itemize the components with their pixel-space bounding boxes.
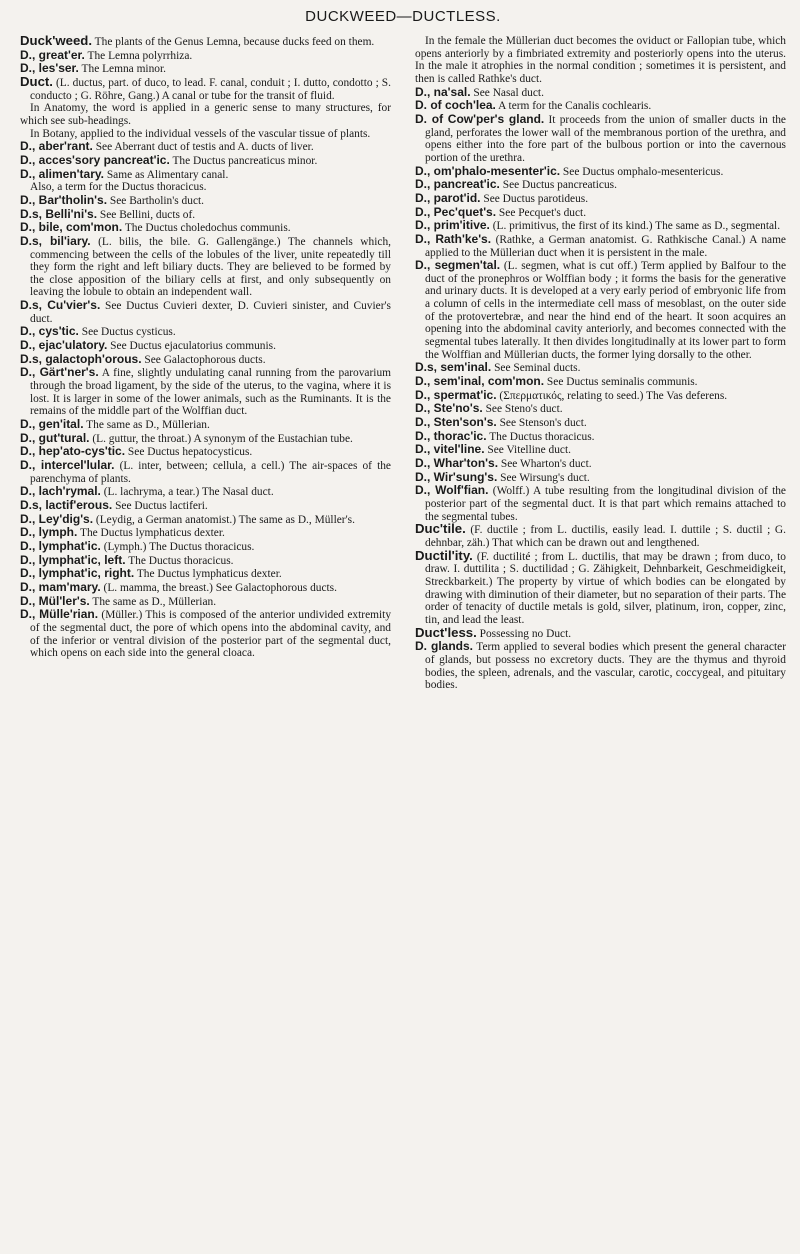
headword: D., les'ser. (20, 61, 79, 76)
definition-text: (L. guttur, the throat.) A synonym of the Eustachian tube. (89, 432, 353, 445)
definition-text: See Ductus omphalo-mesentericus. (560, 165, 724, 178)
dictionary-subentry (415, 192, 786, 206)
dictionary-entry (415, 547, 786, 627)
headword: D.s, bil'iary. (20, 233, 91, 248)
dictionary-subentry (415, 99, 786, 113)
definition-text: The Ductus lymphaticus dexter. (77, 527, 225, 540)
headword: D., bile, com'mon. (20, 220, 123, 235)
headword: D., mam'mary. (20, 579, 101, 594)
definition-text: See Ductus hepatocysticus. (125, 446, 253, 459)
dictionary-subentry (415, 471, 786, 485)
headword: D., Ste'no's. (415, 401, 483, 416)
definition-text: See Seminal ducts. (491, 362, 581, 375)
dictionary-subentry (20, 140, 391, 154)
headword: D. of coch'lea. (415, 98, 496, 113)
headword: D.s, Belli'ni's. (20, 206, 98, 221)
definition-text: See Ductus lactiferi. (112, 499, 208, 512)
dictionary-subentry (20, 62, 391, 76)
headword: D., Gärt'ner's. (20, 365, 99, 380)
dictionary-subentry (415, 206, 786, 220)
headword: D., intercel'lular. (20, 458, 115, 472)
dictionary-subentry (20, 339, 391, 353)
dictionary-subentry (415, 640, 786, 692)
definition-text: The Ductus thoracicus. (486, 430, 595, 443)
headword: D., parot'id. (415, 190, 481, 205)
dictionary-subentry (415, 443, 786, 457)
headword: D., om'phalo-mesenter'ic. (415, 163, 561, 178)
dictionary-subentry (20, 432, 391, 446)
definition-text: The Ductus lymphaticus dexter. (134, 568, 282, 581)
headword: D., sem'inal, com'mon. (415, 374, 545, 389)
dictionary-subentry (415, 484, 786, 523)
dictionary-subentry (20, 235, 391, 299)
dictionary-entry (20, 35, 391, 49)
definition-text: The Ductus pancreaticus minor. (169, 154, 318, 167)
definition-text: (L. bilis, the bile. G. Gallengänge.) The channels which, commencing between the cells of the lobules of the liver, unite repeatedly till they form the right and left biliary ducts. They are believed to be formed by the close apposition of the biliary cells at first, and only subsequently on leaving the lobule to obtain an independent wall. (30, 235, 391, 299)
definition-text: A fine, slightly undulating canal running from the parovarium through the broad ligament, by the side of the uterus, to the vagina, where it is lost. It is larger in some of the lower animals, such as the Ruminants. It is the remains of the middle part of the Wolffian duct. (30, 367, 392, 418)
dictionary-subentry (415, 430, 786, 444)
dictionary-subentry (415, 361, 786, 375)
headword: D.s, sem'inal. (415, 360, 492, 375)
definition-text: See Ductus ejaculatorius communis. (107, 340, 276, 353)
dictionary-subentry (20, 353, 391, 367)
headword: D., spermat'ic. (415, 387, 497, 402)
headword: D., Bar'tholin's. (20, 192, 108, 207)
entry-paragraph (415, 35, 786, 86)
dictionary-subentry (415, 86, 786, 100)
definition-text: See Galactophorous ducts. (141, 353, 266, 366)
headword: D.s, Cu'vier's. (20, 298, 101, 313)
dictionary-subentry (415, 113, 786, 165)
definition-text: See Ductus parotideus. (480, 192, 589, 205)
entry-paragraph (20, 102, 391, 127)
dictionary-entry (415, 523, 786, 549)
headword: D., Ley'dig's. (20, 511, 94, 526)
definition-text: (Rathke, a German anatomist. G. Rathkische Canal.) A name applied to the Müllerian duct when it is persistent in the male. (425, 233, 786, 259)
definition-text: The Lemna minor. (78, 63, 167, 76)
definition-text: The Lemna polyrrhiza. (84, 49, 193, 62)
headword: D., segmen'tal. (415, 258, 501, 273)
headword: Ductil'ity. (415, 547, 473, 563)
definition-text: Term applied to several bodies which present the general character of glands, but possess no excretory ducts. They are the thymus and thyroid bodies, the spleen, adrenals, and the vascular, carotic, coccygeal, and pituitary bodies. (425, 641, 786, 692)
definition-text: See Ductus pancreaticus. (499, 179, 617, 192)
headword: D., Mülle'rian. (20, 607, 99, 622)
definition-text: See Vitelline duct. (484, 444, 571, 457)
definition-text: Same as Alimentary canal. (104, 168, 229, 181)
definition-text: See Ductus cysticus. (78, 326, 176, 339)
dictionary-subentry (20, 49, 391, 63)
definition-text: See Steno's duct. (482, 403, 563, 416)
dictionary-subentry (415, 416, 786, 430)
dictionary-subentry (20, 168, 391, 182)
dictionary-subentry (20, 554, 391, 568)
dictionary-subentry (415, 375, 786, 389)
dictionary-subentry (20, 540, 391, 554)
headword: D., hep'ato-cys'tic. (20, 444, 126, 459)
definition-text: (F. ductile ; from L. ductilis, easily lead. I. duttile ; S. ductil ; G. dehnbar, zäh.) That which can be drawn out and lengthened. (425, 524, 786, 549)
dictionary-subentry (415, 389, 786, 403)
definition-text: (Lymph.) The Ductus thoracicus. (100, 540, 255, 553)
headword: Duc'tile. (415, 521, 466, 537)
headword: D., lymph. (20, 525, 78, 540)
dictionary-subentry (20, 526, 391, 540)
definition-text: (Leydig, a German anatomist.) The same as D., Müller's. (93, 513, 355, 526)
headword: D., Pec'quet's. (415, 204, 497, 219)
definition-text: In Botany, applied to the individual vessels of the vascular tissue of plants. (30, 127, 371, 140)
definition-text: See Pecquet's duct. (496, 206, 587, 219)
headword: D., Sten'son's. (415, 415, 497, 430)
definition-text: The same as D., Müllerian. (83, 419, 210, 432)
definition-text: See Ductus Cuvieri dexter, D. Cuvieri sinister, and Cuvier's duct. (30, 300, 391, 325)
dictionary-subentry (20, 499, 391, 513)
definition-text: See Bellini, ducts of. (97, 208, 196, 221)
headword: D., pancreat'ic. (415, 177, 500, 192)
dictionary-subentry (20, 445, 391, 459)
headword: D., gen'ital. (20, 417, 84, 432)
dictionary-subentry (20, 567, 391, 581)
headword: D., lymphat'ic, left. (20, 552, 126, 567)
definition-text: (L. ductus, part. of duco, to lead. F. canal, conduit ; I. dutto, condotto ; S. conducto ; G. Röhre, Gang.) A canal or tube for the transit of fluid. (30, 76, 391, 102)
headword: D. glands. (415, 639, 473, 654)
dictionary-subentry (20, 325, 391, 339)
headword: Duct. (20, 73, 53, 89)
running-head: DUCKWEED—DUCTLESS. (305, 8, 501, 25)
headword: D. of Cow'per's gland. (415, 111, 545, 126)
definition-text: (Wolff.) A tube resulting from the longitudinal division of the posterior part of the segmental duct. It is that part which remains attached to the segmental tubes. (425, 485, 786, 523)
definition-text: The same as D., Müllerian. (89, 595, 217, 608)
dictionary-subentry (415, 402, 786, 416)
dictionary-entry (415, 624, 786, 641)
dictionary-subentry (20, 154, 391, 168)
definition-text: (L. segmen, what is cut off.) Term applied by Balfour to the duct of the pronephros or Wolffian body ; it forms the basis for the generative and urinary ducts. It is developed at a very early period of embryonic life from a column of cells in the intermediate cell mass of mesoblast, on the outer side of the protovertebræ, and near the hind end of the heart. It soon acquires an opening into the abdominal cavity anteriorly, and becomes connected with the segmental tubes laterally. It then divides longitudinally at its lower part to form the Wolffian and Müllerian ducts, the former lying dorsally to the other. (425, 260, 786, 361)
headword: D., vitel'line. (415, 442, 485, 457)
definition-text: In the female the Müllerian duct becomes the oviduct or Fallopian tube, which opens anteriorly by a fimbriated extremity and posteriorly opens into the uterus. In the male it atrophies in the normal condition ; sometimes it is persistent, and then is called Rathke's duct. (415, 35, 786, 85)
definition-text: See Ductus seminalis communis. (544, 376, 698, 389)
headword: D., gut'tural. (20, 430, 90, 445)
definition-text: The Ductus thoracicus. (125, 554, 234, 567)
headword: D., lymphat'ic, right. (20, 566, 135, 581)
headword: D., ejac'ulatory. (20, 338, 108, 353)
definition-text: In Anatomy, the word is applied in a generic sense to many structures, for which see sub-headings. (20, 102, 391, 127)
definition-text: See Stenson's duct. (496, 417, 587, 430)
definition-text: (Σπερματικός, relating to seed.) The Vas deferens. (496, 389, 728, 402)
headword: D.s, lactif'erous. (20, 497, 113, 512)
headword: D., cys'tic. (20, 324, 79, 339)
columns (20, 35, 786, 692)
dictionary-subentry (415, 259, 786, 361)
headword: D., Mül'ler's. (20, 593, 90, 608)
definition-text: (L. mamma, the breast.) See Galactophorous ducts. (100, 581, 337, 594)
dictionary-subentry (415, 165, 786, 179)
definition-text: See Aberrant duct of testis and A. ducts of liver. (92, 141, 314, 154)
headword: D., lymphat'ic. (20, 538, 101, 553)
dictionary-subentry (20, 208, 391, 222)
dictionary-subentry (415, 178, 786, 192)
headword: D., aber'rant. (20, 139, 93, 154)
right-column (415, 35, 786, 692)
definition-text: See Bartholin's duct. (107, 194, 205, 207)
definition-text: Also, a term for the Ductus thoracicus. (30, 181, 207, 194)
definition-text: A term for the Canalis cochlearis. (495, 100, 652, 113)
dictionary-subentry (415, 457, 786, 471)
definition-text: It proceeds from the union of smaller ducts in the gland, perforates the lower wall of the membranous portion of the urethra, and opens either into the fore part of the bulbous portion or into the cavernous portion of the urethra. (425, 113, 786, 164)
headword: D., Rath'ke's. (415, 231, 492, 246)
dictionary-subentry (20, 608, 391, 660)
definition-text: (L. primitivus, the first of its kind.) The same as D., segmental. (489, 220, 781, 233)
dictionary-subentry (20, 299, 391, 325)
headword: Duck'weed. (20, 33, 93, 48)
dictionary-subentry (20, 595, 391, 609)
headword: D., na'sal. (415, 84, 471, 99)
dictionary-subentry (415, 219, 786, 233)
dictionary-subentry (20, 194, 391, 208)
headword: D., acces'sory pancreat'ic. (20, 152, 170, 167)
definition-text: The Ductus choledochus communis. (122, 222, 291, 235)
left-column (20, 35, 391, 692)
dictionary-entry (20, 73, 391, 102)
definition-text: (Müller.) This is composed of the anterior undivided extremity of the segmental duct, the pore of which opens into the abdominal cavity, and of the inferior or ventral division of the posterior part of the segmental duct, which opens on each side into the general cloaca. (30, 609, 392, 660)
dictionary-subentry (415, 233, 786, 259)
definition-text: See Wirsung's duct. (497, 471, 590, 484)
definition-text: The plants of the Genus Lemna, because ducks feed on them. (92, 36, 375, 48)
definition-text: See Wharton's duct. (498, 458, 592, 470)
headword: D., thorac'ic. (415, 428, 487, 443)
dictionary-subentry (20, 221, 391, 235)
dictionary-subentry (20, 418, 391, 432)
dictionary-subentry (20, 366, 391, 418)
headword: D.s, galactoph'orous. (20, 351, 142, 366)
headword: D., Whar'ton's. (415, 456, 499, 470)
dictionary-subentry (20, 485, 391, 499)
definition-text: (F. ductilité ; from L. ductilis, that may be drawn ; from duco, to draw. I. duttilita ; S. ductilidad ; G. Zähigkeit, Dehnbarkeit, Geschmeidigkeit, Streckbarkeit.) The property by virtue of which bodies can be elongated by drawing with diminution of their diameter, but no separation of their parts. The order of tenacity of ductile metals is gold, silver, platinum, iron, copper, zinc, tin, and lead the least. (425, 550, 786, 626)
headword: D., Wir'sung's. (415, 469, 498, 484)
dictionary-subentry (20, 581, 391, 595)
headword: D., alimen'tary. (20, 166, 104, 181)
headword: D., lach'rymal. (20, 484, 101, 499)
headword: D., prim'itive. (415, 218, 490, 233)
headword: D., Wolf'fian. (415, 483, 489, 498)
dictionary-subentry (20, 513, 391, 527)
definition-text: (L. inter, between; cellula, a cell.) The air-spaces of the parenchyma of plants. (30, 460, 391, 485)
definition-text: Possessing no Duct. (476, 627, 572, 640)
headword: Duct'less. (415, 624, 477, 640)
dictionary-subentry (20, 459, 391, 485)
definition-text: See Nasal duct. (470, 86, 544, 99)
headword: D., great'er. (20, 47, 85, 62)
definition-text: (L. lachryma, a tear.) The Nasal duct. (100, 486, 274, 499)
